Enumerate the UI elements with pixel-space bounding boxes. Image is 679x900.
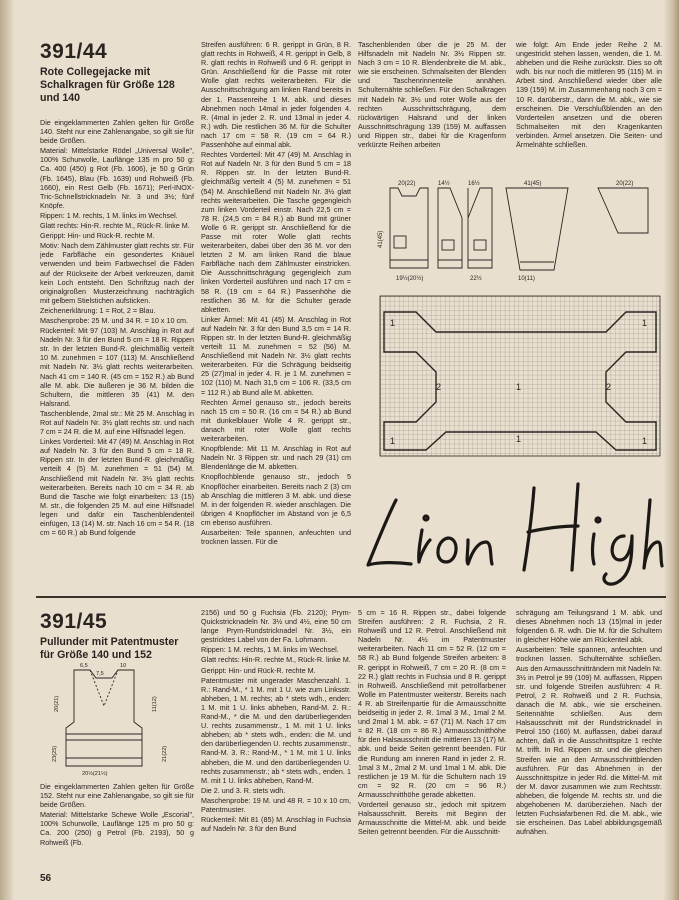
paragraph: Rippen: 1 M. rechts, 1 M. links im Wechsel.	[201, 645, 339, 655]
pullunder-schematic	[46, 662, 196, 778]
chart-mark: 1	[642, 436, 648, 446]
page-number: 56	[40, 873, 52, 884]
paragraph: Die eingeklammerten Zahlen gelten für Größe 140. Steht nur eine Zahlenangabe, so gilt sie für beide Größen.	[40, 118, 194, 146]
page-spine-shadow	[0, 0, 14, 900]
article2-column-4	[516, 608, 662, 888]
jacket-schematics	[358, 178, 663, 290]
sleeve-outline	[506, 188, 568, 270]
dim-label: 20(21)	[54, 695, 60, 712]
article2-title: Pullunder mit Patentmuster für Größe 140 und 152	[40, 636, 179, 661]
paragraph: Rechtes Vorderteil: Mit 47 (49) M. Anschlag in Rot auf Nadeln Nr. 3 für den Bund 5 cm = 18 R. Rippen str. In der letzten Bund-R. gleichmäßig verteilt 4 (5) M. zunehmen = 51 (54) M. Anschließend mit Nadeln Nr. 3½ glatt rechts weiterarbeiten. Die Tasche gegengleich zum linken Vorderteil einstr. Nach 22,5 cm = 78 R. (24,5 cm = 84 R.) ab Bund mit grüner Wolle 6 R. gerippt str. Anschließend für die Passe mit roter Wolle glatt rechts weiterarbeiten, dabei über den 36 M. vor den letzten 2 M. am linken Rand die blaue Farbfläche nach dem Zählmuster einstricken. Die Ausschnittschrägung gegengleich zum linken Vorderteil ausführen und nach 17 cm = 58 R. (19 cm = 64 R.) Passenhöhe die restlichen 36 M. für die Schulter gerade abketten.	[201, 150, 351, 314]
paragraph: Zeichenerklärung: 1 = Rot, 2 = Blau.	[40, 305, 156, 315]
chart-mark: 1	[390, 318, 396, 328]
dim-label: 41(45)	[378, 230, 384, 248]
article1-column-3	[358, 40, 506, 178]
lion-high-script-logo	[356, 470, 666, 590]
paragraph: Maschenprobe: 25 M. und 34 R. = 10 x 10 cm.	[40, 315, 189, 325]
paragraph: Taschenblende, 2mal str.: Mit 25 M. Anschlag in Rot auf Nadeln Nr. 3½ glatt rechts str. und nach 7 cm = 24 R. die M. auf eine Hilfsnadel legen.	[40, 408, 194, 437]
paragraph: Knopfblende: Mit 11 M. Anschlag in Rot auf Nadeln Nr. 3 Rippen str. und nach 29 (31) cm Blendenlänge die M. abketten.	[201, 444, 351, 472]
paragraph: Die 2. und 3. R. stets wdh.	[201, 785, 286, 795]
pullunder-labels	[52, 663, 168, 777]
paragraph: wie folgt: Am Ende jeder Reihe 2 M. ungestrickt stehen lassen, wenden, die 1. M. abheben und die Reihe zurückstr. Dies so oft wdh. bis nur noch die mittleren 95 (115) M. in Arbeit sind. Anschließend wieder über alle 139 (159) M. im Zusammenhang noch 3 cm = 10 R. darüberstr., dann die M. abk., wie sie erscheinen. Die Verschlußblenden an den Vorderteilen ansetzen und die oberen Schmalseiten mit den Kragenkanten verbinden. Ärmel ansetzen. Die Seiten- und Ärmelnähte schließen.	[516, 40, 662, 150]
dim-label: 22½	[470, 276, 482, 282]
article2-column-3	[358, 608, 506, 888]
dim-label: 6,5	[80, 663, 88, 669]
paragraph: Maschenprobe: 19 M. und 48 R. = 10 x 10 cm, Patentmuster.	[201, 795, 351, 814]
dim-label: 21(22)	[162, 745, 168, 762]
article1-column-1	[40, 118, 194, 578]
article2-number: 391/45	[40, 610, 108, 633]
paragraph: Vorderteil genauso str., jedoch mit spitzem Halsausschnitt. Bereits mit Beginn der Armausschnitte die Mittel-M. abk. und beide Seiten getrennt beenden. Für die Ausschnitt-	[358, 799, 506, 837]
article1-column-2	[201, 40, 351, 578]
dim-label: 19½(20½)	[396, 276, 424, 282]
paragraph: Rückenteil: Mit 97 (103) M. Anschlag in Rot auf Nadeln Nr. 3 für den Bund 5 cm = 18 R. Rippen str. In der letzten Bund-R. gleichmäßig verteilt 10 M. zunehmen = 107 (113) M. Anschließend mit Nadeln Nr. 3½ glatt rechts weiterarbeiten. Nach 41 cm = 140 R. (45 cm = 152 R.) ab Bund alle M. abk. Die äußeren je 36 M. bilden die Schultern, die mittleren 35 (41) M. den Halsrand.	[40, 326, 194, 408]
paragraph: Gerippt: Hin- und Rück-R. rechte M.	[40, 231, 155, 241]
dim-label: 11(12)	[152, 696, 158, 712]
chart-mark: 1	[516, 434, 522, 444]
chart-mark: 1	[516, 382, 522, 392]
dim-label: 10(11)	[518, 276, 535, 282]
dim-label: 20(22)	[398, 181, 416, 187]
dim-label: 20½(21½)	[82, 771, 108, 777]
logo-text: Lion High	[356, 470, 361, 471]
collar-outline	[598, 188, 648, 233]
paragraph: Material: Mittelstarke Rödel „Universal Wolle", 100% Schurwolle, Lauflänge 135 m pro 50 g: Ca. 400 (450) g Rot (Fb. 1606), je 50 g Grün (Fb. 1645), Blau (Fb. 1639) und Rohweiß (Fb. 1660), ein Rest Gelb (Fb. 1671); Perl-INOX-Tric-Schnellstricknadeln Nr. 3 und 3½; fünf Knöpfe.	[40, 146, 194, 210]
article2-column-2	[201, 608, 351, 888]
section-divider	[36, 596, 666, 598]
paragraph: Die eingeklammerten Zahlen gelten für Größe 152. Steht nur eine Zahlenangabe, so gilt sie für beide Größen.	[40, 782, 194, 810]
paragraph: Motiv: Nach dem Zählmuster glatt rechts str. Für jede Farbfläche ein gesondertes Knäuel verwenden und beim Farbwechsel die Fäden auf der Rückseite der Arbeit verkreuzen, damit kein Loch entsteht. Den Schriftzug nach der originalgroßen Musterzeichnung nachträglich mit gelbem Stielstichen aufsticken.	[40, 241, 194, 305]
chart-mark: 1	[390, 436, 396, 446]
paragraph: Linker Ärmel: Mit 41 (45) M. Anschlag in Rot auf Nadeln Nr. 3 für den Bund 3,5 cm = 14 R. Rippen str. In der letzten Bund-R. gleichmäßig verteilt 11 M. zunehmen = 52 (56) M. Anschließend mit Nadeln Nr. 3½ glatt rechts weiterarbeiten. Für die Schrägung beidseitig 25 (27)mal in jeder 4. R. je 1 M. zunehmen = 102 (110) M. Nach 31,5 cm = 106 R. (33,5 cm = 112 R.) ab Bund alle M. abketten.	[201, 314, 351, 397]
right-front-outline	[468, 188, 492, 268]
paragraph: Glatt rechts: Hin-R. rechte M., Rück-R. linke M.	[40, 221, 190, 231]
dim-label: 41(45)	[524, 181, 542, 187]
paragraph: Gerippt: Hin- und Rück-R. rechte M.	[201, 665, 316, 675]
dim-label: 7,5	[96, 671, 104, 677]
paragraph: Ausarbeiten: Teile spannen, anfeuchten und trocknen lassen. Schulternähte schließen. Aus den Armausschnitträndern mit Nadeln Nr. 3½ in Petrol je 99 (109) M. auffassen, Rippen str. und folgende Streifen ausführen: 4 R. Petrol, 2 R. Rohweiß und 2 R. Fuchsia, danach die M. abk., wie sie erscheinen. Seitennähte schließen. Aus dem Halsausschnitt mit der Rundstricknadel in Petrol 150 (160) M. auffassen, dabei darauf achten, daß in die Ausschnittspitze 1 rechte M. trifft. In Rd. Rippen str. und die gleichen Streifen wie an den Armausschnittblenden ausführen. Für das Abnehmen in der Ausschnittspitze in jeder Rd. die Mittel-M. mit der M. davor zusammen wie zum Rechtsstr. abheben, die folgende M. rechts str. und die abgehobenen M. darüberziehen. Nach der letzten Fuchsiafarbenen Rd. die M. abk., wie sie erscheinen. Das Label abbildungsgemäß aufnähen.	[516, 645, 662, 837]
left-front-outline	[438, 188, 462, 268]
chart-mark: 1	[642, 318, 648, 328]
article2-column-1	[40, 782, 194, 872]
back-outline	[66, 670, 142, 766]
paragraph: Ausarbeiten: Teile spannen, anfeuchten und trocknen lassen. Für die	[201, 527, 351, 547]
chart-mark: 2	[436, 382, 442, 392]
paragraph: 5 cm = 16 R. Rippen str., dabei folgende Streifen ausführen: 2 R. Fuchsia, 2 R. Rohweiß und 12 R. Petrol. Anschließend mit Nadeln Nr. 4½ im Patentmuster weiterarbeiten. Nach 11 cm = 52 R. (12 cm = 58 R.) ab Bund folgende Streifen arbeiten: 8 R. gerippt in Rohweiß, 7 cm = 20 R. (8 cm = 22 R.) glatt rechts in Fuchsia und 8 R. gerippt in Rohweiß. Anschließend mit petrolfarbener Wolle im Patentmuster weiterstr. Bereits nach 4 R. ab Streifenpartie für die Armausschnitte beidseitig in jeder 2. R. 1mal 3 M., 1mal 2 M. und 2mal 1 M. abk. = 67 (71) M. Nach 17 cm = 82 R. (18 cm = 86 R.) Armausschnitthöhe für den Halsausschnitt die mittleren 13 (17) M. abk. und beide Seiten getrennt beenden. Für die Rundung am inneren Rand in jeder 2. R. 1mal 3 M., 2mal 2 M. und 1mal 1 M. abk. Die restlichen je 19 M. für die Schultern nach 19 cm = 92 R. (20 cm = 96 R.) Armausschnitthöhe gerade abketten.	[358, 608, 506, 799]
article1-column-4	[516, 40, 662, 178]
dim-label: 23(25)	[52, 745, 58, 762]
paragraph: schrägung am Teilungsrand 1 M. abk. und dieses Abnehmen noch 13 (15)mal in jeder folgenden 6. R. wdh. Die M. für die Schultern in gleicher Höhe wie am Rückenteil abk.	[516, 608, 662, 645]
chart-mark: 2	[606, 382, 612, 392]
paragraph: Rippen: 1 M. rechts, 1 M. links im Wechsel.	[40, 210, 178, 220]
dim-label: 14½	[438, 181, 450, 187]
paragraph: Knopflochblende genauso str., jedoch 5 Knopflöcher einarbeiten. Bereits nach 2 (3) cm ab Anschlag die mittleren 3 M. abk. und diese M. in der folgenden R. wieder anschlagen. Die übrigen 4 Knopflöcher im Abstand von je 6,5 cm ebenso ausführen.	[201, 472, 351, 527]
paragraph: Patentmuster mit ungerader Maschenzahl. 1. R.: Rand-M., * 1 M. mit 1 U. wie zum Linksstr. abheben, 1 M. rechts; ab * stets wdh., enden: 1 M. mit 1 U. links abheben, Rand-M. 2. R.: Rand-M., * die M. und den darüberliegenden U. rechts zusammenstr., 1 M. mit 1 U. links abheben; ab * stets wdh., enden: die M. und den darüberliegenden U. rechts zusammenstr., Rand-M. 3. R.: Rand-M., * 1 M. mit 1 U. links abheben, die M. und den darüberliegenden U. rechts zusammenstr.; ab * stets wdh., enden. 1 M. mit 1 U. links abheben, Rand-M.	[201, 675, 351, 785]
paragraph: Streifen ausführen: 6 R. gerippt in Grün, 8 R. glatt rechts in Rohweiß, 4 R. gerippt in Gelb, 8 R. glatt rechts in Rohweiß und 6 R. gerippt in Grün. Anschließend für die Passe mit roter Wolle glatt rechts weiterarbeiten. Für die Ausschnittschrägung am linken Rand bereits in der 1. Passenreihe 1 M. abk. und dieses Abnehmen noch 14mal in jeder folgenden 4. R. (4mal in jeder 2. R. und 13mal in jeder 4. R.) wdh. Die restlichen 36 M. für die Schulter nach 17 cm = 58 R. (19 cm = 64 R.) Passenhöhe auf einmal abk.	[201, 40, 351, 150]
dim-label: 10	[120, 663, 127, 669]
article1-title: Rote Collegejacke mit Schalkragen für Größe 128 und 140	[40, 66, 175, 104]
paragraph: Rückenteil: Mit 81 (85) M. Anschlag in Fuchsia auf Nadeln Nr. 3 für den Bund	[201, 815, 351, 834]
dim-label: 16½	[468, 181, 480, 187]
paragraph: Taschenblenden über die je 25 M. der Hilfsnadeln mit Nadeln Nr. 3½ Rippen str. Nach 3 cm = 10 R. Blendenbreite die M. abk., wie sie erscheinen. Schmalseiten der Blenden und Taschenrinnenteile annähen. Schulternähte schließen. Für den Schalkragen mit Nadeln Nr. 3½ und roter Wolle aus der rechten Ausschnittschrägung, dem rückwärtigen Halsrand und der linken Ausschnittschrägung 139 (159) M. auffassen und Rippen str., dabei für die Kragenform verkürzte Reihen arbeiten	[358, 40, 506, 150]
paragraph: Material: Mittelstarke Schewe Wolle „Escorial", 100% Schurwolle, Lauflänge 125 m pro 50 g: Ca. 200 (250) g Petrol (Fb. 2193), 50 g Rohweiß (Fb.	[40, 810, 194, 847]
paragraph: Rechten Ärmel genauso str., jedoch bereits nach 15 cm = 50 R. (16 cm = 54 R.) ab Bund mit dunkelblauer Wolle 4 R. gerippt str., danach mit roter Wolle glatt rechts weiterarbeiten.	[201, 397, 351, 444]
article1-number: 391/44	[40, 40, 108, 63]
back-piece-outline	[390, 188, 428, 268]
paragraph: Linkes Vorderteil: Mit 47 (49) M. Anschlag in Rot auf Nadeln Nr. 3 für den Bund 5 cm = 18 R. Rippen str. In der letzten Bund-R. gleichmäßig verteilt 4 (5) M. zunehmen = 51 (54) M. Anschließend mit Nadeln Nr. 3½ glatt rechts weiterarbeiten. Bereits nach 10 cm = 34 R. ab Bund die Tasche wie folgt einarbeiten: 13 (15) M. str., die folgenden 25 M. auf eine Hilfsnadel legen und dafür ein Taschenblendenteil einfügen, 13 (14) M. str. Nach 16 cm = 54 R. (18 cm = 60 R.) ab Bund folgende	[40, 437, 194, 538]
paragraph: 2156) und 50 g Fuchsia (Fb. 2120); Prym-Quickstricknadeln Nr. 3½ und 4½, eine 50 cm lange Prym-Rundstricknadel Nr. 3½, ein gestricktes Label von der Fa. Lohmann.	[201, 608, 351, 645]
paragraph: Glatt rechts: Hin-R. rechte M., Rück-R. linke M.	[201, 655, 351, 665]
knitting-chart	[376, 292, 666, 464]
dim-label: 20(22)	[616, 181, 634, 187]
